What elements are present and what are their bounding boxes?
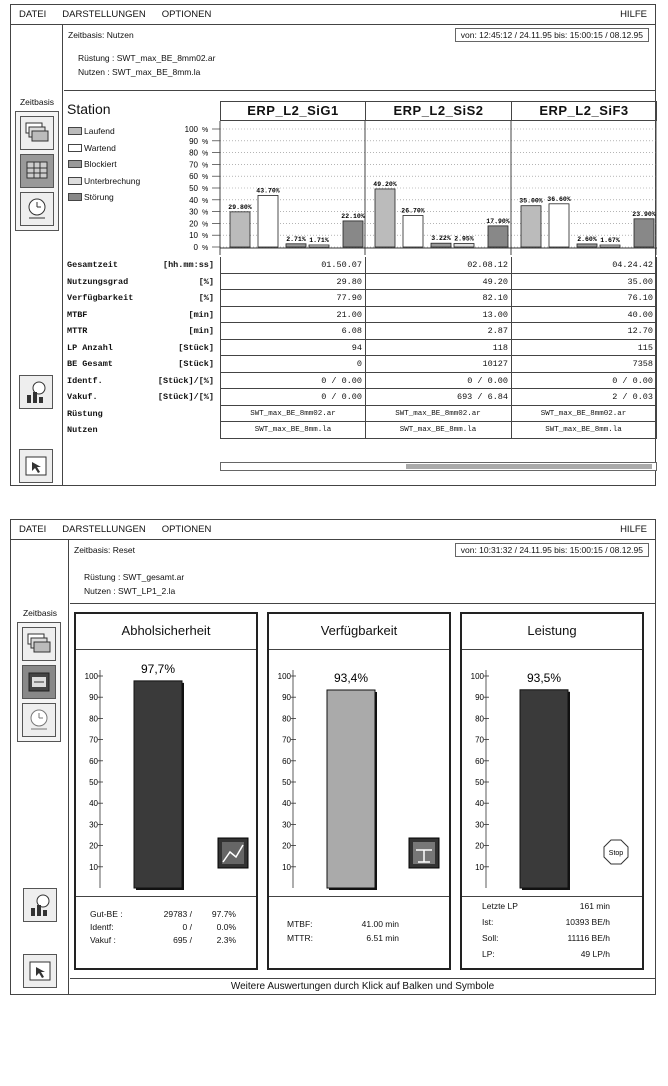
time-range-2: von: 10:31:32 / 24.11.95 bis: 15:00:15 / 08.12.95: [455, 543, 649, 557]
zeitbasis-stack-button[interactable]: [20, 116, 54, 150]
verfuegbarkeit-footer: [269, 896, 449, 968]
y-tick-label: 20: [89, 841, 98, 851]
menu-optionen[interactable]: OPTIONEN: [161, 9, 212, 20]
table-row: [64, 290, 657, 307]
abholsicherheit-footer: [76, 896, 256, 968]
y-tick-unit: %: [202, 174, 209, 182]
analysis-button-2[interactable]: [23, 888, 57, 922]
clock-icon: [26, 708, 52, 732]
footer-text: 161 min: [579, 901, 610, 911]
y-tick-label: 80: [89, 714, 98, 724]
state-bar[interactable]: [375, 189, 395, 247]
y-tick-label: 10: [475, 862, 484, 872]
footer-text: 6.51 min: [366, 933, 399, 943]
kpi-bar[interactable]: [327, 690, 375, 888]
legend-label: Störung: [84, 192, 114, 202]
zeitbasis-value: Zeitbasis: Nutzen: [68, 30, 134, 40]
menu-datei[interactable]: DATEI: [19, 524, 47, 535]
main-area: [64, 25, 655, 485]
y-tick-label: 40: [475, 799, 484, 809]
menu-bar-2: [11, 520, 655, 540]
y-tick-label: 0: [193, 243, 198, 252]
row-unit: [%]: [198, 293, 214, 303]
table-row: [64, 356, 657, 373]
legend-label: Wartend: [84, 142, 116, 153]
y-tick-label: 20: [189, 219, 198, 229]
table-cell: SWT_max_BE_8mm.la: [365, 422, 512, 439]
footer-text: Gut-BE :: [90, 909, 123, 919]
bar-value-label: 2.60%: [577, 235, 597, 243]
legend-item: [68, 173, 140, 190]
y-tick-unit: %: [202, 197, 209, 205]
bar-value-label: 1.71%: [309, 236, 329, 244]
zeitbasis-film-button[interactable]: [22, 665, 56, 699]
row-label: MTTR: [67, 326, 88, 336]
footer-text: 2.3%: [216, 935, 236, 945]
table-cell: 7358: [511, 356, 657, 373]
table-cell: 02.08.12: [365, 257, 512, 274]
filmstrip-icon: [26, 670, 52, 694]
row-label: Vakuf.: [67, 392, 98, 402]
bar-value-label: 23.90%: [632, 210, 656, 218]
y-tick-label: 10: [89, 862, 98, 872]
bar-value-label: 35.00%: [519, 197, 543, 205]
state-bar[interactable]: [403, 215, 423, 247]
info-box-2: [70, 540, 655, 604]
row-unit: [min]: [188, 309, 214, 320]
y-tick-unit: %: [202, 245, 209, 252]
y-tick-label: 70: [475, 735, 484, 745]
verfuegbarkeit-chart: [269, 652, 449, 898]
y-tick-unit: %: [202, 127, 209, 134]
row-unit: [%]: [198, 276, 214, 287]
table-cell: 77.90: [220, 290, 366, 307]
zeitbasis-tool-group: [15, 111, 59, 231]
trend-symbol-icon[interactable]: [218, 838, 248, 868]
row-unit: [min]: [188, 326, 214, 336]
table-cell: 12.70: [511, 323, 657, 340]
y-tick-unit: %: [202, 186, 209, 193]
panel-title-verfuegbarkeit: Verfügbarkeit: [269, 614, 449, 650]
setup-info-2: [84, 570, 184, 598]
scrollbar-thumb[interactable]: [406, 464, 652, 469]
bar-value-label: 2.95%: [454, 235, 474, 243]
station-column-3[interactable]: ERP_L2_SiF3: [511, 101, 657, 121]
zeitbasis-stack-button[interactable]: [22, 627, 56, 661]
panel-title-leistung: Leistung: [462, 614, 642, 650]
leistung-chart: [462, 652, 642, 898]
menu-darstellungen[interactable]: DARSTELLUNGEN: [62, 524, 146, 535]
station-header: Station: [67, 101, 111, 117]
row-label: MTBF: [67, 309, 88, 320]
y-tick-label: 50: [475, 778, 484, 787]
leistung-panel: [460, 612, 644, 970]
footer-text: 0 /: [182, 922, 192, 932]
chart-legend: [68, 123, 140, 206]
y-tick-label: 40: [282, 799, 291, 809]
cursor-icon: [27, 959, 53, 983]
footer-text: 41.00 min: [361, 919, 399, 929]
row-label: Gesamtzeit: [67, 260, 119, 270]
y-tick-unit: %: [202, 233, 209, 241]
table-row: [64, 307, 657, 324]
y-tick-label: 100: [470, 672, 484, 681]
row-unit: [Stück]/[%]: [157, 392, 214, 402]
bar-value-label: 26.70%: [401, 207, 425, 215]
table-cell: 01.50.07: [220, 257, 366, 274]
zeitbasis-grid-button[interactable]: [20, 154, 54, 188]
zeitbasis-clock-button[interactable]: [20, 192, 54, 226]
state-bar[interactable]: [549, 204, 569, 247]
time-range: von: 12:45:12 / 24.11.95 bis: 15:00:15 / 08.12.95: [455, 28, 649, 42]
table-cell: 29.80: [220, 274, 366, 291]
table-cell: 49.20: [365, 274, 512, 291]
abholsicherheit-panel: [74, 612, 258, 970]
state-bar[interactable]: [521, 206, 541, 247]
menu-hilfe[interactable]: HILFE: [620, 9, 647, 20]
y-tick-label: 80: [282, 714, 291, 724]
legend-label: Laufend: [84, 126, 115, 136]
menu-bar: [11, 5, 655, 25]
table-cell: 118: [365, 340, 512, 357]
legend-item: [68, 140, 140, 157]
select-button[interactable]: [19, 449, 53, 483]
y-tick-label: 60: [89, 756, 98, 766]
analysis-button[interactable]: [19, 375, 53, 409]
footer-text: 29783 /: [163, 909, 192, 919]
row-unit: [hh.mm:ss]: [162, 260, 214, 270]
table-cell: 0 / 0.00: [220, 389, 366, 406]
select-button-2[interactable]: [23, 954, 57, 988]
state-bar[interactable]: [454, 244, 474, 247]
table-cell: 0 / 0.00: [365, 373, 512, 390]
bar-value-label: 1.67%: [600, 237, 620, 245]
bar-value-label: 49.20%: [373, 180, 397, 188]
y-tick-label: 40: [89, 799, 98, 809]
table-cell: SWT_max_BE_8mm02.ar: [511, 406, 657, 423]
stop-label: Stop: [608, 850, 624, 857]
menu-datei[interactable]: DATEI: [19, 9, 47, 20]
table-cell: 10127: [365, 356, 512, 373]
bar-value-label: 3.22%: [431, 235, 451, 243]
zeitbasis-label-2: Zeitbasis: [22, 608, 57, 618]
status-bar: Weitere Auswertungen durch Klick auf Balken und Symbole: [70, 978, 655, 994]
y-tick-label: 40: [189, 195, 198, 205]
horizontal-scrollbar[interactable]: [220, 462, 657, 471]
footer-text: 11116 BE/h: [567, 933, 610, 943]
table-cell: SWT_max_BE_8mm.la: [511, 422, 657, 439]
analysis-chart-icon: [23, 379, 49, 405]
table-row: [64, 389, 657, 406]
y-tick-label: 90: [89, 693, 98, 703]
y-tick-label: 100: [277, 672, 291, 681]
left-toolbar: [11, 25, 63, 485]
y-tick-unit: %: [202, 162, 209, 170]
row-unit: [Stück]: [178, 342, 214, 353]
y-tick-label: 60: [189, 172, 198, 182]
cursor-icon: [23, 454, 49, 478]
y-tick-label: 50: [189, 184, 198, 193]
bar-value-label: 22.10%: [341, 212, 365, 220]
state-bar[interactable]: [577, 244, 597, 247]
y-tick-label: 70: [89, 735, 98, 745]
kpi-bar[interactable]: [134, 681, 182, 888]
station-state-chart: [172, 121, 657, 255]
menu-hilfe[interactable]: HILFE: [620, 524, 647, 535]
state-bar[interactable]: [230, 212, 250, 247]
y-tick-unit: %: [202, 209, 209, 217]
ruestung-line: Rüstung : SWT_max_BE_8mm02.ar: [78, 53, 216, 63]
state-bar[interactable]: [488, 226, 508, 247]
y-tick-label: 50: [89, 778, 98, 787]
ruestung-line-2: Rüstung : SWT_gesamt.ar: [84, 572, 185, 582]
legend-swatch: [68, 127, 82, 135]
abholsicherheit-chart: [76, 652, 256, 898]
menu-optionen[interactable]: OPTIONEN: [161, 524, 212, 535]
legend-swatch: [68, 144, 82, 152]
y-tick-label: 60: [475, 756, 484, 766]
zeitbasis-label: Zeitbasis: [19, 97, 54, 107]
legend-item: [68, 189, 140, 206]
y-tick-label: 100: [184, 125, 198, 134]
row-unit: [Stück]: [178, 359, 214, 369]
footer-text: 97.7%: [211, 909, 236, 919]
clock-icon: [24, 197, 50, 221]
nutzen-line: Nutzen : SWT_max_BE_8mm.la: [78, 67, 201, 77]
table-row: [64, 257, 657, 274]
nutzen-line-2: Nutzen : SWT_LP1_2.la: [84, 586, 176, 596]
y-tick-label: 70: [282, 735, 291, 745]
legend-swatch: [68, 193, 82, 201]
table-row: [64, 340, 657, 357]
setup-info: [78, 51, 215, 79]
table-cell: 13.00: [365, 307, 512, 324]
leistung-footer: [462, 896, 642, 968]
footer-text: MTTR:: [287, 933, 313, 943]
y-tick-label: 10: [189, 231, 198, 241]
table-cell: 0 / 0.00: [511, 373, 657, 390]
info-box: [64, 25, 655, 91]
y-tick-unit: %: [202, 221, 209, 229]
footer-text: Ist:: [482, 917, 494, 927]
table-cell: 115: [511, 340, 657, 357]
table-cell: 21.00: [220, 307, 366, 324]
row-label: Nutzungsgrad: [67, 276, 129, 287]
y-tick-label: 30: [475, 820, 484, 830]
zeitbasis-tool-group-2: [17, 622, 61, 742]
row-label: Nutzen: [67, 425, 98, 435]
station-statistics-window: [10, 4, 656, 486]
state-bar[interactable]: [600, 245, 620, 247]
y-tick-unit: %: [202, 150, 209, 158]
main-area-2: [70, 540, 655, 994]
table-cell: 04.24.42: [511, 257, 657, 274]
y-tick-label: 20: [282, 841, 291, 851]
bar-value-label: 93,5%: [526, 670, 562, 685]
footer-text: 10393 BE/h: [565, 917, 610, 927]
grid-icon: [24, 159, 50, 183]
table-cell: 82.10: [365, 290, 512, 307]
state-bar[interactable]: [431, 243, 451, 247]
y-tick-label: 90: [475, 693, 484, 703]
y-tick-label: 90: [189, 136, 198, 146]
bar-value-label: 36.60%: [547, 195, 571, 203]
table-cell: 76.10: [511, 290, 657, 307]
analysis-chart-icon: [27, 892, 53, 918]
menu-darstellungen[interactable]: DARSTELLUNGEN: [62, 9, 146, 20]
stack-icon: [26, 632, 52, 656]
footer-text: Identf:: [90, 922, 114, 932]
zeitbasis-value-2: Zeitbasis: Reset: [74, 545, 135, 555]
state-bar[interactable]: [258, 195, 278, 247]
y-tick-label: 10: [282, 862, 291, 872]
stop-symbol-icon[interactable]: [604, 840, 628, 864]
table-cell: 94: [220, 340, 366, 357]
station-column-2[interactable]: ERP_L2_SiS2: [365, 101, 512, 121]
y-tick-label: 60: [282, 756, 291, 766]
station-column-1[interactable]: ERP_L2_SiG1: [220, 101, 366, 121]
footer-text: LP:: [482, 949, 495, 959]
legend-swatch: [68, 160, 82, 168]
table-cell: SWT_max_BE_8mm02.ar: [365, 406, 512, 423]
y-tick-label: 70: [189, 160, 198, 170]
y-tick-label: 80: [475, 714, 484, 724]
performance-overview-window: [10, 519, 656, 995]
y-tick-label: 30: [189, 207, 198, 217]
table-row: [64, 422, 657, 439]
y-tick-label: 30: [282, 820, 291, 830]
legend-label: Blockiert: [84, 159, 117, 169]
zeitbasis-clock-button[interactable]: [22, 703, 56, 737]
legend-item: [68, 123, 140, 140]
row-label: Identf.: [67, 375, 103, 386]
verfuegbarkeit-panel: [267, 612, 451, 970]
bar-value-label: 29.80%: [228, 203, 252, 211]
y-tick-label: 90: [282, 693, 291, 703]
bar-value-label: 97,7%: [140, 661, 176, 676]
y-tick-unit: %: [202, 138, 209, 146]
table-cell: 2 / 0.03: [511, 389, 657, 406]
bar-value-label: 17.90%: [486, 217, 510, 225]
bar-value-label: 43.70%: [256, 187, 280, 195]
table-cell: SWT_max_BE_8mm02.ar: [220, 406, 366, 423]
row-label: LP Anzahl: [67, 342, 113, 353]
table-cell: 40.00: [511, 307, 657, 324]
table-cell: 6.08: [220, 323, 366, 340]
state-bar[interactable]: [286, 244, 306, 247]
footer-text: Soll:: [482, 933, 499, 943]
state-bar[interactable]: [634, 219, 654, 247]
row-unit: [Stück]/[%]: [157, 375, 214, 386]
stack-icon: [24, 121, 50, 145]
left-toolbar-2: [11, 540, 69, 994]
footer-text: 49 LP/h: [580, 949, 610, 959]
y-tick-label: 20: [475, 841, 484, 851]
state-bar[interactable]: [343, 221, 363, 247]
table-cell: 35.00: [511, 274, 657, 291]
panel-title-abholsicherheit: Abholsicherheit: [76, 614, 256, 650]
footer-text: Vakuf :: [90, 935, 116, 945]
legend-label: Unterbrechung: [84, 175, 141, 186]
table-cell: 2.87: [365, 323, 512, 340]
table-cell: 0 / 0.00: [220, 373, 366, 390]
bar-value-label: 2.71%: [286, 235, 306, 243]
bar-value-label: 93,4%: [333, 670, 369, 685]
footer-text: MTBF:: [287, 919, 313, 929]
y-tick-label: 100: [84, 672, 98, 681]
table-cell: 0: [220, 356, 366, 373]
row-label: Rüstung: [67, 408, 103, 419]
table-cell: SWT_max_BE_8mm.la: [220, 422, 366, 439]
footer-text: Letzte LP: [482, 901, 518, 911]
state-bar[interactable]: [309, 245, 329, 247]
table-row: [64, 406, 657, 423]
table-row: [64, 373, 657, 390]
y-tick-label: 30: [89, 820, 98, 830]
table-row: [64, 274, 657, 291]
row-label: BE Gesamt: [67, 359, 113, 369]
footer-text: 0.0%: [216, 922, 236, 932]
y-tick-label: 50: [282, 778, 291, 787]
footer-text: 695 /: [173, 935, 192, 945]
kpi-bar[interactable]: [520, 690, 568, 888]
row-label: Verfügbarkeit: [67, 293, 134, 303]
table-cell: 693 / 6.84: [365, 389, 512, 406]
tool-symbol-icon[interactable]: [409, 838, 439, 868]
legend-swatch: [68, 177, 82, 185]
y-tick-label: 80: [189, 148, 198, 158]
table-row: [64, 323, 657, 340]
legend-item: [68, 156, 140, 173]
